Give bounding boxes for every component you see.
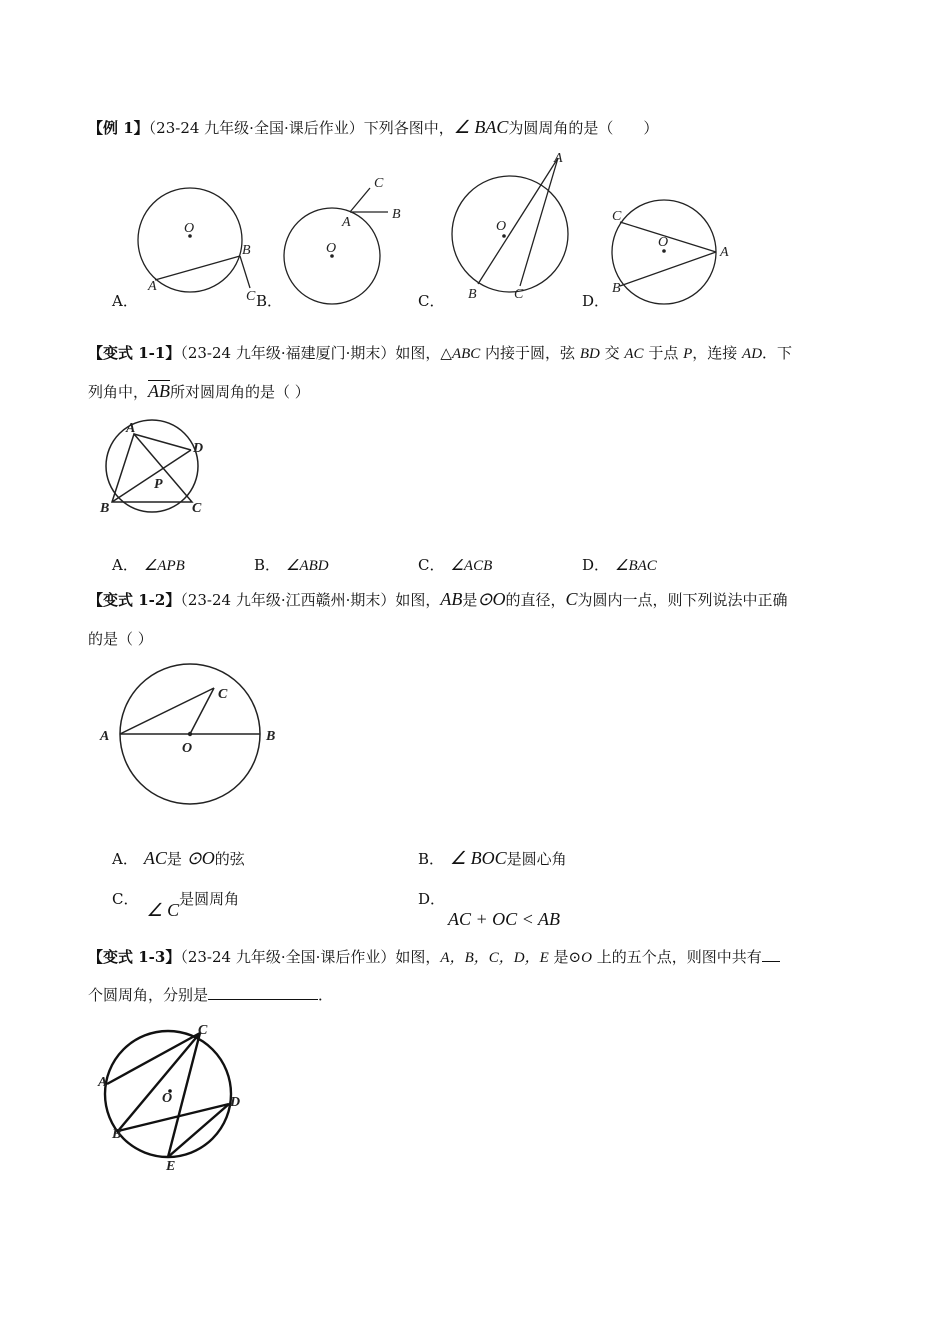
variant-1-2-question-line1 <box>88 588 788 611</box>
label-c: C <box>192 501 202 516</box>
option-text: 是 <box>166 850 187 868</box>
variant-1-2-tag: 【变式 1-2】 <box>88 591 181 609</box>
q-text: 交 <box>599 344 625 362</box>
option-math: ⊙O <box>186 848 215 868</box>
variant-1-1-question-line1 <box>88 342 792 365</box>
option-text: 是圆心角 <box>506 850 567 868</box>
label-c: C <box>514 287 524 302</box>
variant-source: （23-24 九年级·福建厦门·期末） <box>180 344 396 362</box>
option-key: B． <box>418 850 445 868</box>
variant-1-1-option-d <box>582 554 657 575</box>
figure-variant-1-2 <box>96 662 296 812</box>
option-key: C． <box>418 556 445 574</box>
variant-1-1-option-a <box>112 554 185 575</box>
label-a: A <box>720 245 729 260</box>
q-text: 于点 <box>643 344 684 362</box>
label-o: O <box>496 219 507 234</box>
math: ABC <box>451 346 481 362</box>
label-p: P <box>154 477 163 492</box>
arc-ab: $\overline{AB}$ <box>148 381 171 401</box>
angle-bac: ∠ BAC <box>453 117 509 137</box>
label-d: D <box>230 1095 241 1110</box>
q-text: 内接于圆，弦 <box>480 344 580 362</box>
variant-1-2-option-d <box>418 888 560 930</box>
q-text: 如图，△ <box>395 344 452 362</box>
math: AC <box>624 346 644 362</box>
variant-1-1-option-b <box>254 554 329 575</box>
label-c: C <box>218 687 228 702</box>
math: C <box>565 589 578 609</box>
option-value: ∠APB <box>143 558 185 574</box>
label-c: C <box>246 289 256 304</box>
option-math: AC <box>143 848 167 868</box>
label-d: D <box>193 441 204 456</box>
option-key: B． <box>254 556 281 574</box>
q-text: 上的五个点，则图中共有 <box>591 948 762 966</box>
q-text: ．下 <box>762 344 793 362</box>
variant-1-3-question-line1 <box>88 946 780 969</box>
label-a: A <box>554 151 563 166</box>
label-a: A <box>148 279 157 294</box>
option-c-label: C． <box>418 292 445 310</box>
label-a: A <box>98 1075 108 1090</box>
example-1-question <box>88 116 658 139</box>
q-text: 为圆内一点，则下列说法中正确 <box>577 591 788 609</box>
q-text: 是⊙ <box>548 948 582 966</box>
variant-1-1-tag: 【变式 1-1】 <box>88 344 181 362</box>
math: P <box>683 346 693 362</box>
label-o: O <box>184 221 195 236</box>
option-key: D． <box>418 890 446 908</box>
option-math: AC + OC < AB <box>448 909 560 929</box>
label-b: B <box>112 1127 122 1142</box>
math: BD <box>579 346 600 362</box>
label-b: B <box>100 501 110 516</box>
option-text: 是圆周角 <box>179 890 240 908</box>
option-b-label: B． <box>256 292 283 310</box>
q-text: 所对圆周角的是（ ） <box>170 383 310 401</box>
label-a: A <box>100 729 110 744</box>
answer-blank-angles[interactable] <box>208 999 318 1000</box>
label-a: A <box>126 421 136 436</box>
figure-option-b <box>280 172 410 307</box>
option-key: C． <box>112 890 139 908</box>
label-o: O <box>162 1091 173 1106</box>
q-text: 列角中， <box>88 383 149 401</box>
q-text: ． <box>318 986 334 1004</box>
math: A，B，C，D，E <box>440 950 549 966</box>
option-value: ∠ACB <box>450 558 493 574</box>
figure-option-c <box>440 152 580 302</box>
label-b: B <box>242 243 251 258</box>
variant-1-1-option-c <box>418 554 492 575</box>
variant-1-3-question-line2 <box>88 984 333 1006</box>
q-text: 是 <box>462 591 478 609</box>
label-c: C <box>198 1023 208 1038</box>
label-b: B <box>468 287 477 302</box>
label-b: B <box>612 281 621 296</box>
q-text: ，连接 <box>692 344 743 362</box>
figure-variant-1-1 <box>96 420 226 520</box>
label-o: O <box>182 741 193 756</box>
figure-option-a <box>130 180 256 305</box>
variant-1-2-option-b <box>418 848 567 869</box>
variant-source: （23-24 九年级·江西赣州·期末） <box>180 591 396 609</box>
q-text: 的直径， <box>505 591 566 609</box>
q-text: 如图， <box>395 948 441 966</box>
math: AB <box>440 589 463 609</box>
q-text: 个圆周角，分别是 <box>88 986 209 1004</box>
option-math: ∠ BOC <box>450 848 507 868</box>
option-d-label: D． <box>582 292 610 310</box>
variant-1-2-option-c <box>112 888 240 920</box>
math: ⊙O <box>477 589 506 609</box>
label-a: A <box>342 215 351 230</box>
variant-1-3-tag: 【变式 1-3】 <box>88 948 181 966</box>
option-value: ∠BAC <box>615 558 657 574</box>
option-key: A． <box>112 850 138 868</box>
figure-option-d <box>600 200 740 310</box>
variant-1-2-question-line2: 的是（ ） <box>88 630 153 648</box>
variant-1-1-question-line2 <box>88 380 310 403</box>
label-c: C <box>612 209 622 224</box>
question-text: 下列各图中， <box>363 119 454 137</box>
variant-source: （23-24 九年级·全国·课后作业） <box>180 948 396 966</box>
label-b: B <box>392 207 401 222</box>
math: O <box>581 950 592 966</box>
math: AD <box>742 346 763 362</box>
label-b: B <box>266 729 276 744</box>
label-c: C <box>374 176 384 191</box>
label-o: O <box>326 241 337 256</box>
option-value: ∠ABD <box>286 558 329 574</box>
question-text-end: 为圆周角的是（ ） <box>508 119 659 137</box>
option-text: 的弦 <box>214 850 245 868</box>
q-text: 如图， <box>395 591 441 609</box>
option-key: A． <box>112 556 138 574</box>
label-o: O <box>658 235 669 250</box>
label-e: E <box>166 1159 176 1174</box>
option-key: D． <box>582 556 610 574</box>
example-1-tag: 【例 1】 <box>88 119 149 137</box>
answer-blank-count[interactable] <box>762 961 780 962</box>
option-math: ∠ C <box>146 900 180 920</box>
example-1-source: （23-24 九年级·全国·课后作业） <box>148 119 364 137</box>
variant-1-2-option-a <box>112 848 245 869</box>
figure-variant-1-3 <box>96 1024 256 1174</box>
option-a-label: A． <box>112 292 138 310</box>
